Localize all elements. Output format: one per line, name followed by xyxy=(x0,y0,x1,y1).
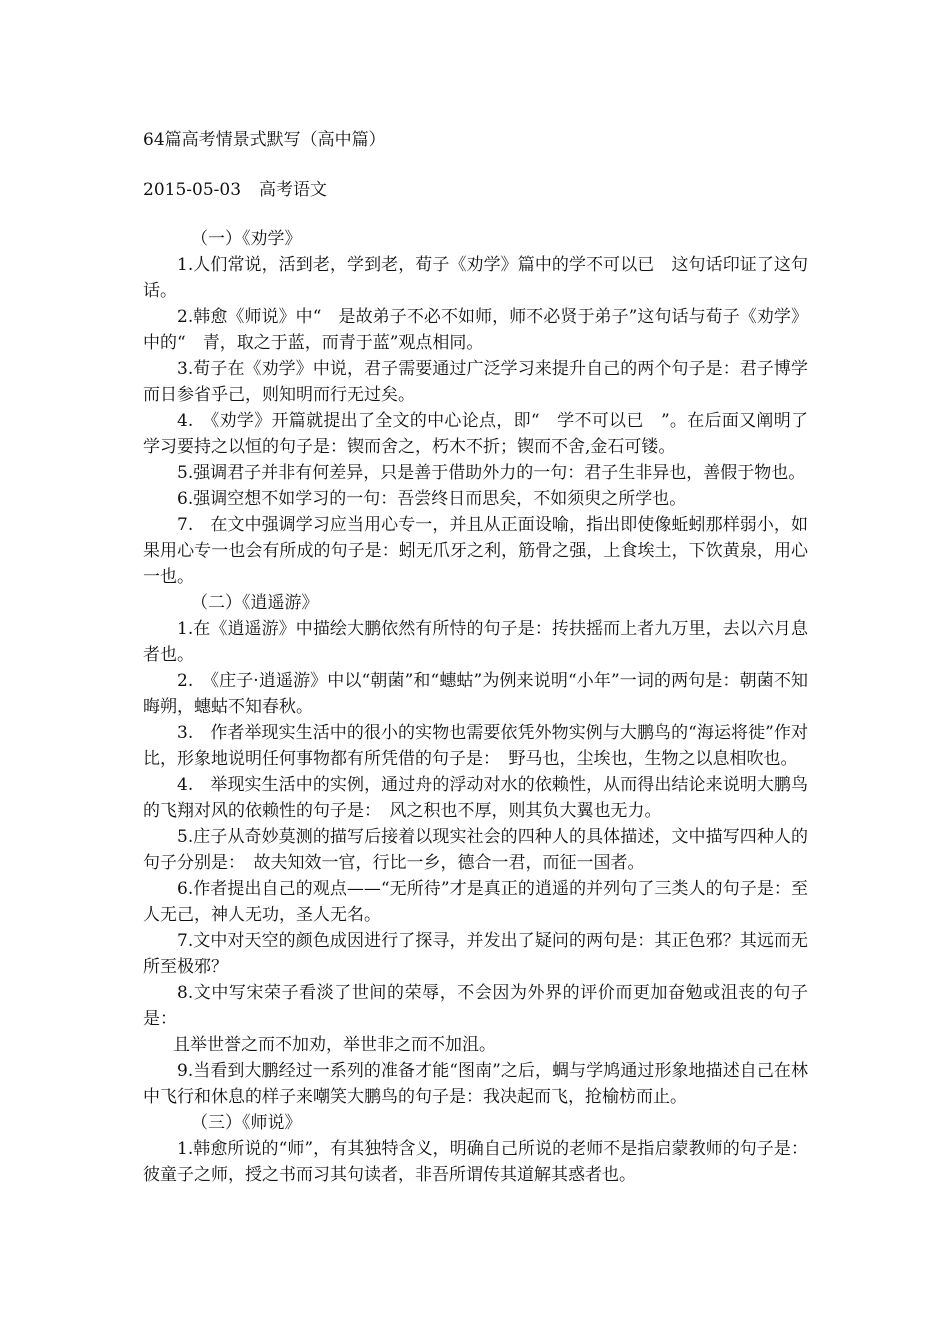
list-item: 5.强调君子并非有何差异，只是善于借助外力的一句：君子生非异也，善假于物也。 xyxy=(177,463,806,483)
list-item: 2. 《庄子·逍遥游》中以“朝菌”和“蟪蛄”为例来说明“小年”一词的两句是：朝菌不知晦朔，蟪蛄不知春秋。 xyxy=(143,671,808,717)
list-item: 2.韩愈《师说》中“ 是故弟子不必不如师，师不必贤于弟子”这句话与荀子《劝学》中的“ 青，取之于蓝，而青于蓝”观点相同。 xyxy=(143,307,808,353)
answer-line: 且举世誉之而不加劝，举世非之而不加沮。 xyxy=(173,1035,496,1055)
publish-date: 2015-05-03 xyxy=(143,180,242,200)
list-item: 7.文中对天空的颜色成因进行了探寻，并发出了疑问的两句是：其正色邪？其远而无所至极邪？ xyxy=(143,931,808,977)
section-heading: （一）《劝学》 xyxy=(191,229,302,249)
section-heading: （二）《逍遥游》 xyxy=(191,593,319,613)
list-item: 1.人们常说，活到老，学到老，荀子《劝学》篇中的学不可以已 这句话印证了这句话。 xyxy=(143,255,808,301)
list-item: 4. 举现实生活中的实例，通过舟的浮动对水的依赖性，从而得出结论来说明大鹏鸟的飞翔对风的依赖性的句子是： 风之积也不厚，则其负大翼也无力。 xyxy=(143,775,808,821)
list-item: 3.荀子在《劝学》中说，君子需要通过广泛学习来提升自己的两个句子是：君子博学而日参省乎己，则知明而行无过矣。 xyxy=(143,359,808,405)
list-item: 1.韩愈所说的“师”，有其独特含义，明确自己所说的老师不是指启蒙教师的句子是：彼童子之师，授之书而习其句读者，非吾所谓传其道解其惑者也。 xyxy=(143,1139,808,1185)
dateline xyxy=(143,178,327,202)
list-item: 5.庄子从奇妙莫测的描写后接着以现实社会的四种人的具体描述，文中描写四种人的句子分别是： 故夫知效一官，行比一乡，德合一君，而征一国者。 xyxy=(143,827,808,873)
list-item: 4. 《劝学》开篇就提出了全文的中心论点，即“ 学不可以已 ”。在后面又阐明了学习要持之以恒的句子是：锲而舍之，朽木不折；锲而不舍,金石可镂。 xyxy=(143,411,808,457)
document-title: 64篇高考情景式默写（高中篇） xyxy=(143,130,386,150)
category-label: 高考语文 xyxy=(259,180,328,200)
list-item: 3. 作者举现实生活中的很小的实物也需要依凭外物实例与大鹏鸟的“海运将徙”作对比，形象地说明任何事物都有所凭借的句子是： 野马也，尘埃也，生物之以息相吹也。 xyxy=(143,723,808,769)
list-item: 8.文中写宋荣子看淡了世间的荣辱，不会因为外界的评价而更加奋勉或沮丧的句子是： xyxy=(143,983,808,1029)
list-item: 6.作者提出自己的观点——“无所待”才是真正的逍遥的并列句了三类人的句子是：至人无己，神人无功，圣人无名。 xyxy=(143,879,808,925)
list-item: 6.强调空想不如学习的一句：吾尝终日而思矣，不如须臾之所学也。 xyxy=(177,489,687,509)
list-item: 9.当看到大鹏经过一系列的准备才能“图南”之后，蜩与学鸠通过形象地描述自己在林中飞行和休息的样子来嘲笑大鹏鸟的句子是：我决起而飞，抢榆枋而止。 xyxy=(143,1061,808,1107)
list-item: 7. 在文中强调学习应当用心专一，并且从正面设喻，指出即使像蚯蚓那样弱小，如果用心专一也会有所成的句子是：蚓无爪牙之利，筋骨之强，上食埃土，下饮黄泉，用心一也。 xyxy=(143,515,808,587)
section-heading: （三）《师说》 xyxy=(191,1113,302,1133)
document-body xyxy=(143,226,808,1188)
list-item: 1.在《逍遥游》中描绘大鹏依然有所恃的句子是：抟扶摇而上者九万里，去以六月息者也。 xyxy=(143,619,808,665)
